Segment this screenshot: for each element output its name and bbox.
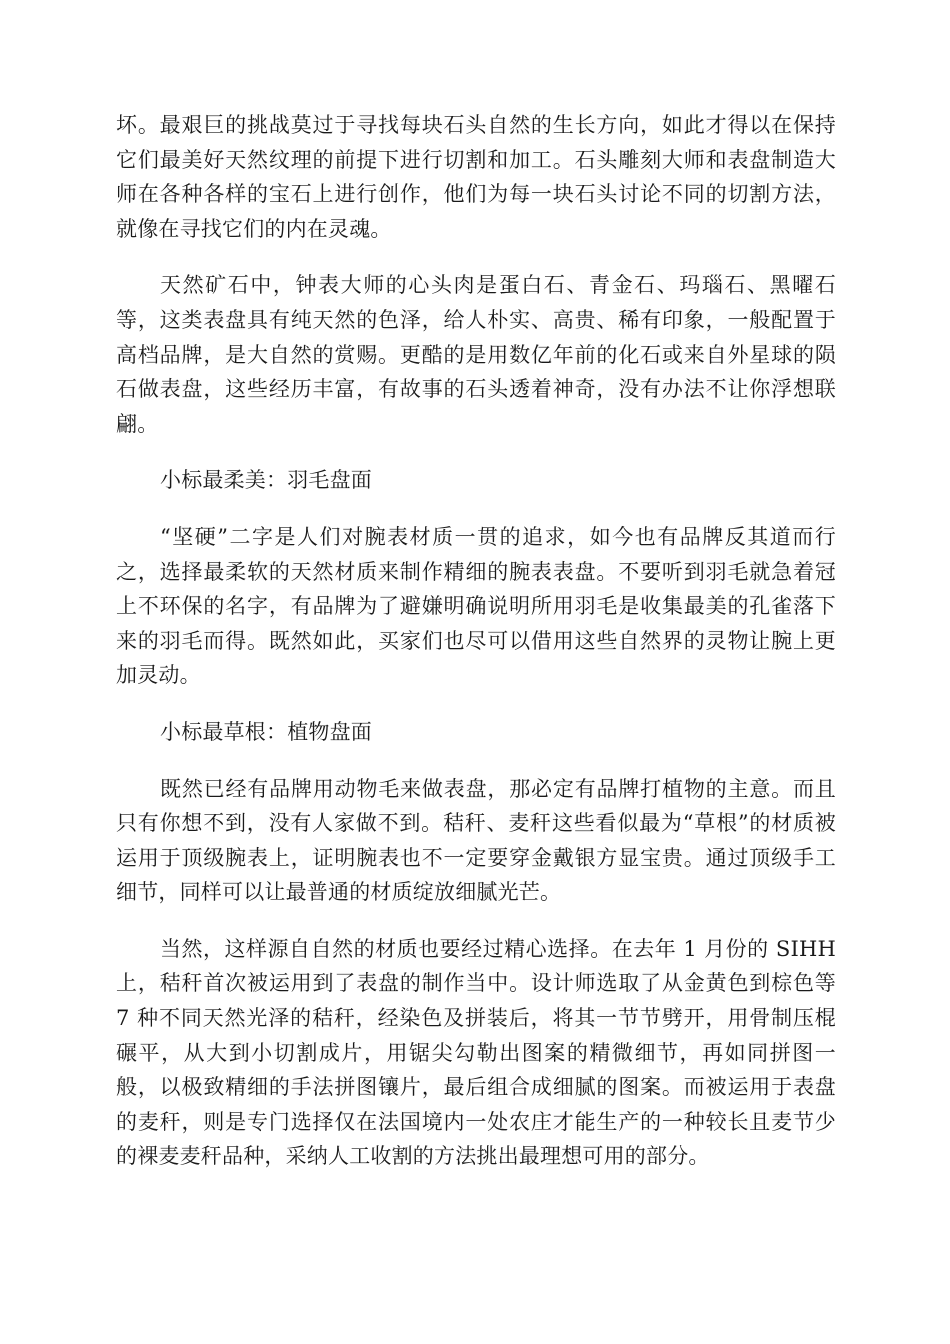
paragraph-plant-dial: 既然已经有品牌用动物毛来做表盘，那必定有品牌打植物的主意。而且只有你想不到，没有人家做不到。秸秆、麦秆这些看似最为“草根”的材质被运用于顶级腕表上，证明腕表也不一定要穿金戴银方显宝贵。通过顶级手工细节，同样可以让最普通的材质绽放细腻光芒。: [116, 776, 836, 905]
paragraph-straw-marquetry: 当然，这样源自自然的材质也要经过精心选择。在去年 1 月份的 SIHH 上，秸秆首次被运用到了表盘的制作当中。设计师选取了从金黄色到棕色等 7 种不同天然光泽的秸秆，经染色及拼装后，将其一节节劈开，用骨制压棍碾平，从大到小切割成片，用锯尖勾勒出图案的精微细节，再如同拼图一般，以极致精细的手法拼图镶片，最后组合成细腻的图案。而被运用于表盘的麦秆，则是专门选择仅在法国境内一处农庄才能生产的一种较长且麦节少的裸麦麦秆品种，采纳人工收割的方法挑出最理想可用的部分。: [116, 936, 836, 1169]
subheading-plant-dial: 小标最草根：植物盘面: [160, 719, 372, 744]
paragraph-feather-dial: “坚硬”二字是人们对腕表材质一贯的追求，如今也有品牌反其道而行之，选择最柔软的天然材质来制作精细的腕表表盘。不要听到羽毛就急着冠上不环保的名字，有品牌为了避嫌明确说明所用羽毛是收集最美的孔雀落下来的羽毛而得。既然如此，买家们也尽可以借用这些自然界的灵物让腕上更加灵动。: [116, 524, 836, 688]
paragraph-continued: 坏。最艰巨的挑战莫过于寻找每块石头自然的生长方向，如此才得以在保持它们最美好天然纹理的前提下进行切割和加工。石头雕刻大师和表盘制造大师在各种各样的宝石上进行创作，他们为每一块石头讨论不同的切割方法，就像在寻找它们的内在灵魂。: [116, 113, 836, 241]
subheading-feather-dial: 小标最柔美：羽毛盘面: [160, 468, 372, 493]
document-body: [116, 108, 836, 1196]
paragraph-natural-stones: 天然矿石中，钟表大师的心头肉是蛋白石、青金石、玛瑙石、黑曜石等，这类表盘具有纯天然的色泽，给人朴实、高贵、稀有印象，一般配置于高档品牌，是大自然的赏赐。更酷的是用数亿年前的化石或来自外星球的陨石做表盘，这些经历丰富，有故事的石头透着神奇，没有办法不让你浮想联翩。: [116, 273, 836, 436]
